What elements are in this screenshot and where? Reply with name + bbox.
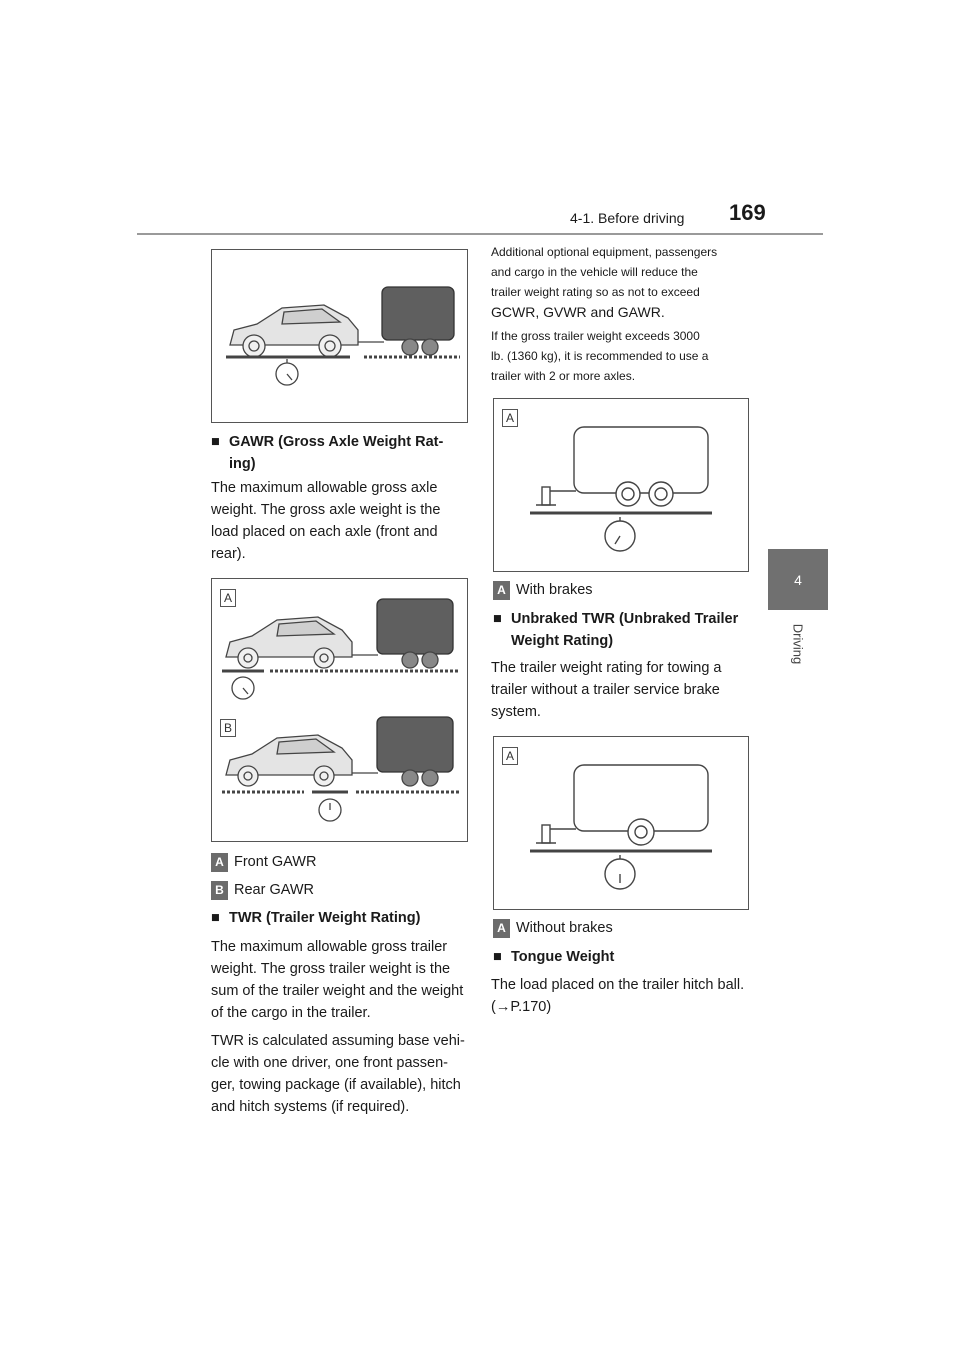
page-reference-link[interactable]: (→P.170) — [491, 999, 552, 1015]
legend-front-gawr: A Front GAWR — [211, 852, 316, 872]
note-optional-equipment: Additional optional equipment, passengers and cargo in the vehicle will reduce the trailer weight rating so as not to exceed GCWR, GVWR and GAWR. — [491, 245, 718, 320]
figure-braked-trailer — [493, 398, 749, 572]
legend-rear-gawr: B Rear GAWR — [211, 880, 314, 900]
unbraked-twr-body: The trailer weight rating for towing a trailer without a trailer service brake system. — [491, 660, 722, 720]
front-rear-axle-drawing — [212, 579, 468, 842]
legend-badge-b: B — [211, 881, 228, 900]
twr-heading: ■ TWR (Trailer Weight Rating) — [211, 907, 471, 929]
twr-bullet: ■ — [211, 910, 220, 926]
legend-without-brakes: A Without brakes — [493, 918, 613, 938]
gawr-bullet: ■ — [211, 434, 220, 450]
braked-trailer-drawing — [494, 399, 749, 572]
header-divider — [137, 233, 823, 235]
tongue-weight-body: The load placed on the trailer hitch ball. (→P.170) — [491, 974, 753, 1018]
legend-badge-a: A — [493, 919, 510, 938]
chapter-number: 4 — [794, 571, 802, 588]
figure-unbraked-trailer — [493, 736, 749, 910]
unbraked-bullet: ■ — [493, 611, 502, 627]
twr-body-1: The maximum allowable gross trailer weight. The gross trailer weight is the sum of the trailer weight and the weight of the cargo in the trailer. — [211, 939, 464, 1021]
figure-label-b: B — [220, 719, 236, 737]
tongue-bullet: ■ — [493, 949, 502, 965]
unbraked-twr-heading: ■ Unbraked TWR (Unbraked Trailer Weight Rating) — [493, 608, 755, 652]
page-number: 169 — [729, 200, 766, 225]
unbraked-trailer-drawing — [494, 737, 749, 910]
figure-gcwr-illustration — [211, 249, 468, 423]
figure-gawr-illustration — [211, 578, 468, 842]
figure-label-a: A — [502, 409, 518, 427]
gawr-body: The maximum allowable gross axle weight. The gross axle weight is the load placed on each axle (front and rear). — [211, 480, 441, 562]
legend-badge-a: A — [211, 853, 228, 872]
twr-body-2: TWR is calculated assuming base vehi- cle with one driver, one front passen- ger, towing package (if available), hitch and hitch systems (if required). — [211, 1033, 465, 1115]
chapter-tab-label: Driving — [790, 623, 806, 665]
gawr-heading-line2: ing) — [229, 456, 256, 472]
figure-label-a: A — [220, 589, 236, 607]
gawr-heading-line1: GAWR (Gross Axle Weight Rat- — [229, 434, 444, 450]
section-title: 4-1. Before driving — [570, 210, 685, 226]
figure-label-a: A — [502, 747, 518, 765]
chapter-tab[interactable] — [768, 549, 828, 610]
legend-with-brakes: A With brakes — [493, 580, 593, 600]
legend-badge-a: A — [493, 581, 510, 600]
car-trailer-single-scale-drawing — [212, 250, 468, 423]
gawr-heading — [211, 431, 471, 475]
tongue-weight-heading: ■ Tongue Weight — [493, 946, 755, 968]
note-multiple-axles: If the gross trailer weight exceeds 3000 lb. (1360 kg), it is recommended to use a trailer with 2 or more axles. — [491, 329, 709, 383]
